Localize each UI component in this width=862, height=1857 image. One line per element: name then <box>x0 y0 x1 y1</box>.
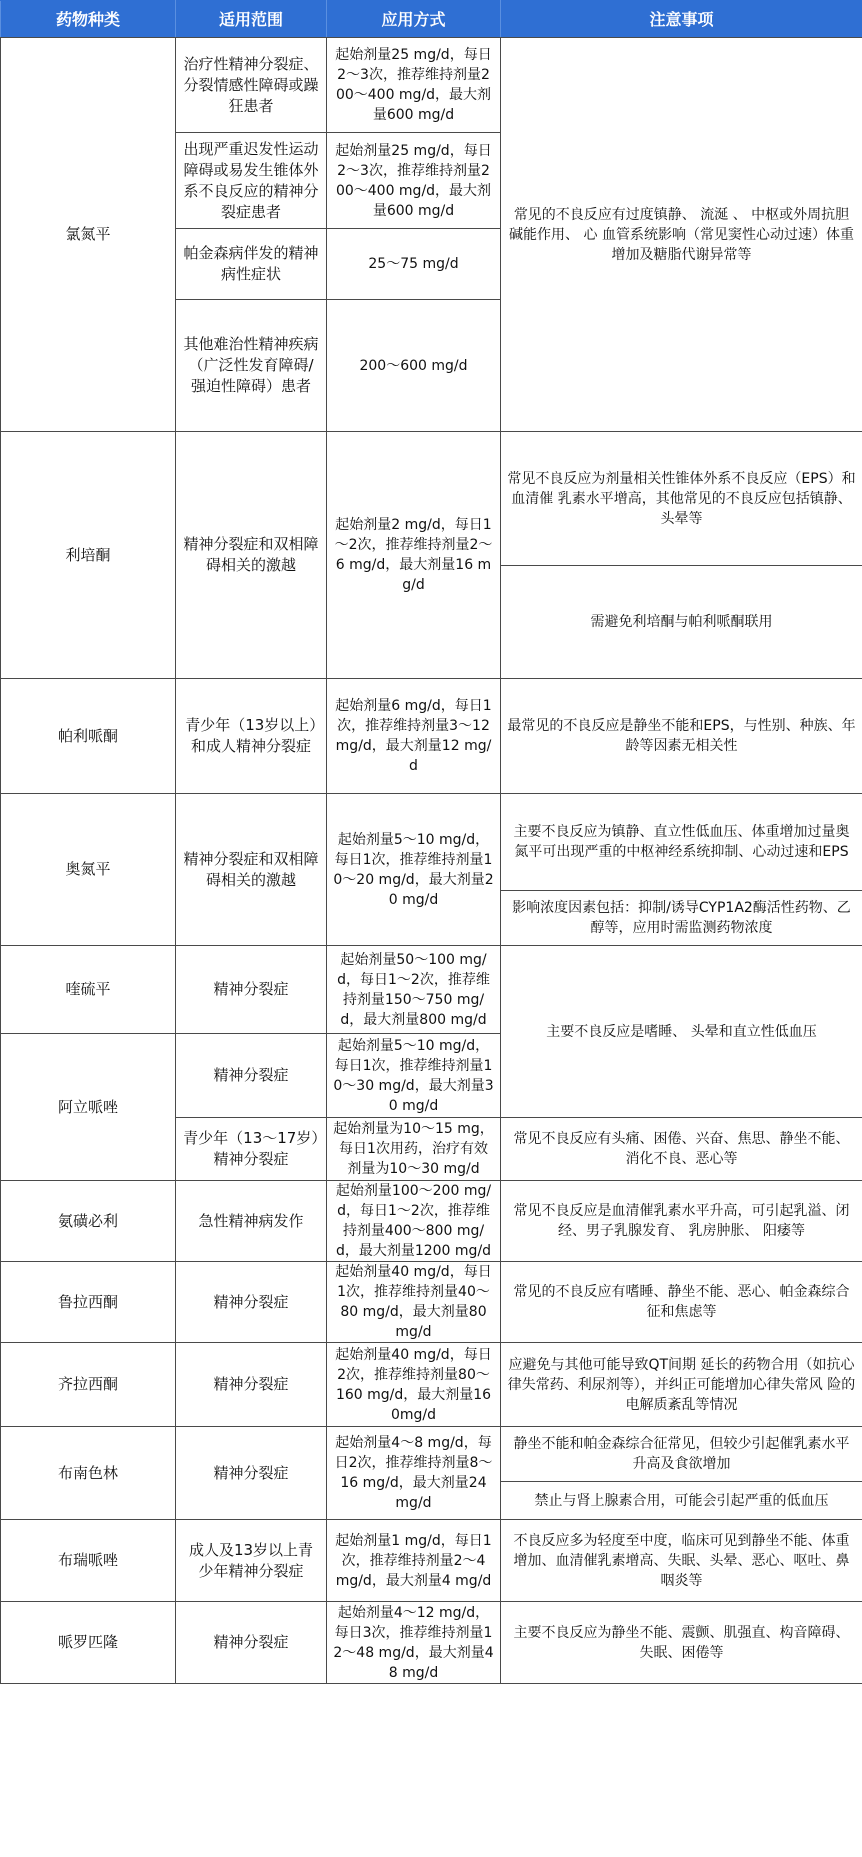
drug-name: 布南色林 <box>1 1427 176 1520</box>
usage-cell: 起始剂量4～12 mg/d，每日3次，推荐维持剂量12～48 mg/d，最大剂量48 mg/d <box>327 1602 501 1684</box>
usage-cell: 起始剂量2 mg/d，每日1～2次，推荐维持剂量2～6 mg/d，最大剂量16 mg/d <box>327 432 501 679</box>
note-cell: 最常见的不良反应是静坐不能和EPS，与性别、种族、年龄等因素无相关性 <box>501 679 862 794</box>
drug-name: 氯氮平 <box>1 38 176 432</box>
scope-cell: 帕金森病伴发的精神病性症状 <box>176 229 327 300</box>
table-row <box>1 946 862 1034</box>
table-row <box>1 794 862 891</box>
header-drug: 药物种类 <box>1 1 176 38</box>
scope-cell: 青少年（13～17岁）精神分裂症 <box>176 1118 327 1181</box>
note-cell: 禁止与肾上腺素合用，可能会引起严重的低血压 <box>501 1482 862 1520</box>
table-row <box>1 1520 862 1602</box>
header-scope: 适用范围 <box>176 1 327 38</box>
note-cell: 应避免与其他可能导致QT间期 延长的药物合用（如抗心律失常药、利尿剂等），并纠正可能增加心律失常风 险的电解质紊乱等情况 <box>501 1343 862 1427</box>
scope-cell: 精神分裂症 <box>176 1427 327 1520</box>
scope-cell: 青少年（13岁以上）和成人精神分裂症 <box>176 679 327 794</box>
usage-cell: 起始剂量40 mg/d，每日1次，推荐维持剂量40～80 mg/d，最大剂量80 mg/d <box>327 1262 501 1343</box>
table-row <box>1 1343 862 1427</box>
header-usage: 应用方式 <box>327 1 501 38</box>
note-cell: 主要不良反应为静坐不能、震颤、肌强直、构音障碍、失眠、困倦等 <box>501 1602 862 1684</box>
drug-name: 氨磺必利 <box>1 1181 176 1262</box>
scope-cell: 治疗性精神分裂症、分裂情感性障碍或躁狂患者 <box>176 38 327 133</box>
drug-name: 齐拉西酮 <box>1 1343 176 1427</box>
scope-cell: 精神分裂症 <box>176 946 327 1034</box>
scope-cell: 精神分裂症 <box>176 1343 327 1427</box>
scope-cell: 精神分裂症 <box>176 1262 327 1343</box>
note-cell: 常见不良反应有头痛、困倦、兴奋、焦思、静坐不能、消化不良、恶心等 <box>501 1118 862 1181</box>
note-cell: 不良反应多为轻度至中度，临床可见到静坐不能、体重增加、血清催乳素增高、失眠、头晕、恶心、呕吐、鼻咽炎等 <box>501 1520 862 1602</box>
table-row <box>1 432 862 566</box>
header-notes: 注意事项 <box>501 1 862 38</box>
drug-name: 布瑞哌唑 <box>1 1520 176 1602</box>
usage-cell: 起始剂量5～10 mg/d，每日1次，推荐维持剂量10～30 mg/d，最大剂量30 mg/d <box>327 1034 501 1118</box>
drug-name: 哌罗匹隆 <box>1 1602 176 1684</box>
scope-cell: 急性精神病发作 <box>176 1181 327 1262</box>
table-row <box>1 679 862 794</box>
usage-cell: 起始剂量4～8 mg/d，每日2次，推荐维持剂量8～16 mg/d，最大剂量24 mg/d <box>327 1427 501 1520</box>
usage-cell: 起始剂量50～100 mg/d，每日1～2次，推荐维持剂量150～750 mg/d，最大剂量800 mg/d <box>327 946 501 1034</box>
scope-cell: 精神分裂症 <box>176 1602 327 1684</box>
table-row <box>1 1427 862 1482</box>
note-cell: 常见不良反应是血清催乳素水平升高，可引起乳溢、闭经、男子乳腺发育、 乳房肿胀、 阳痿等 <box>501 1181 862 1262</box>
table-header-row <box>1 1 862 38</box>
drug-name: 利培酮 <box>1 432 176 679</box>
usage-cell: 起始剂量5～10 mg/d，每日1次，推荐维持剂量10～20 mg/d，最大剂量20 mg/d <box>327 794 501 946</box>
usage-cell: 25～75 mg/d <box>327 229 501 300</box>
usage-cell: 起始剂量为10～15 mg，每日1次用药，治疗有效剂量为10～30 mg/d <box>327 1118 501 1181</box>
drug-name: 阿立哌唑 <box>1 1034 176 1181</box>
scope-cell: 精神分裂症 <box>176 1034 327 1118</box>
usage-cell: 起始剂量6 mg/d，每日1次，推荐维持剂量3～12 mg/d，最大剂量12 mg/d <box>327 679 501 794</box>
drug-name: 鲁拉西酮 <box>1 1262 176 1343</box>
table-row <box>1 1181 862 1262</box>
scope-cell: 精神分裂症和双相障碍相关的激越 <box>176 432 327 679</box>
drug-name: 帕利哌酮 <box>1 679 176 794</box>
table-row <box>1 1262 862 1343</box>
table-row <box>1 1602 862 1684</box>
scope-cell: 出现严重迟发性运动障碍或易发生锥体外系不良反应的精神分裂症患者 <box>176 133 327 229</box>
usage-cell: 起始剂量40 mg/d，每日2次，推荐维持剂量80～160 mg/d，最大剂量160mg/d <box>327 1343 501 1427</box>
table-row <box>1 38 862 133</box>
note-cell: 主要不良反应为镇静、直立性低血压、体重增加过量奥氮平可出现严重的中枢神经系统抑制、心动过速和EPS <box>501 794 862 891</box>
note-cell: 主要不良反应是嗜睡、 头晕和直立性低血压 <box>501 946 862 1118</box>
scope-cell: 成人及13岁以上青少年精神分裂症 <box>176 1520 327 1602</box>
note-cell: 常见不良反应为剂量相关性锥体外系不良反应（EPS）和血清催 乳素水平增高，其他常见的不良反应包括镇静、 头晕等 <box>501 432 862 566</box>
usage-cell: 起始剂量100～200 mg/d，每日1～2次，推荐维持剂量400～800 mg/d，最大剂量1200 mg/d <box>327 1181 501 1262</box>
note-cell: 常见的不良反应有过度镇静、 流涎 、 中枢或外周抗胆碱能作用、 心 血管系统影响（常见窦性心动过速）体重增加及糖脂代谢异常等 <box>501 38 862 432</box>
note-cell: 需避免利培酮与帕利哌酮联用 <box>501 566 862 679</box>
usage-cell: 200～600 mg/d <box>327 300 501 432</box>
usage-cell: 起始剂量25 mg/d，每日2～3次，推荐维持剂量200～400 mg/d，最大剂量600 mg/d <box>327 38 501 133</box>
scope-cell: 其他难治性精神疾病（广泛性发育障碍/强迫性障碍）患者 <box>176 300 327 432</box>
drug-name: 奥氮平 <box>1 794 176 946</box>
note-cell: 常见的不良反应有嗜睡、静坐不能、恶心、帕金森综合征和焦虑等 <box>501 1262 862 1343</box>
scope-cell: 精神分裂症和双相障碍相关的激越 <box>176 794 327 946</box>
drug-name: 喹硫平 <box>1 946 176 1034</box>
usage-cell: 起始剂量1 mg/d，每日1次，推荐维持剂量2～4 mg/d，最大剂量4 mg/d <box>327 1520 501 1602</box>
note-cell: 静坐不能和帕金森综合征常见，但较少引起催乳素水平升高及食欲增加 <box>501 1427 862 1482</box>
usage-cell: 起始剂量25 mg/d，每日2～3次，推荐维持剂量200～400 mg/d，最大剂量600 mg/d <box>327 133 501 229</box>
note-cell: 影响浓度因素包括：抑制/诱导CYP1A2酶活性药物、乙醇等，应用时需监测药物浓度 <box>501 891 862 946</box>
